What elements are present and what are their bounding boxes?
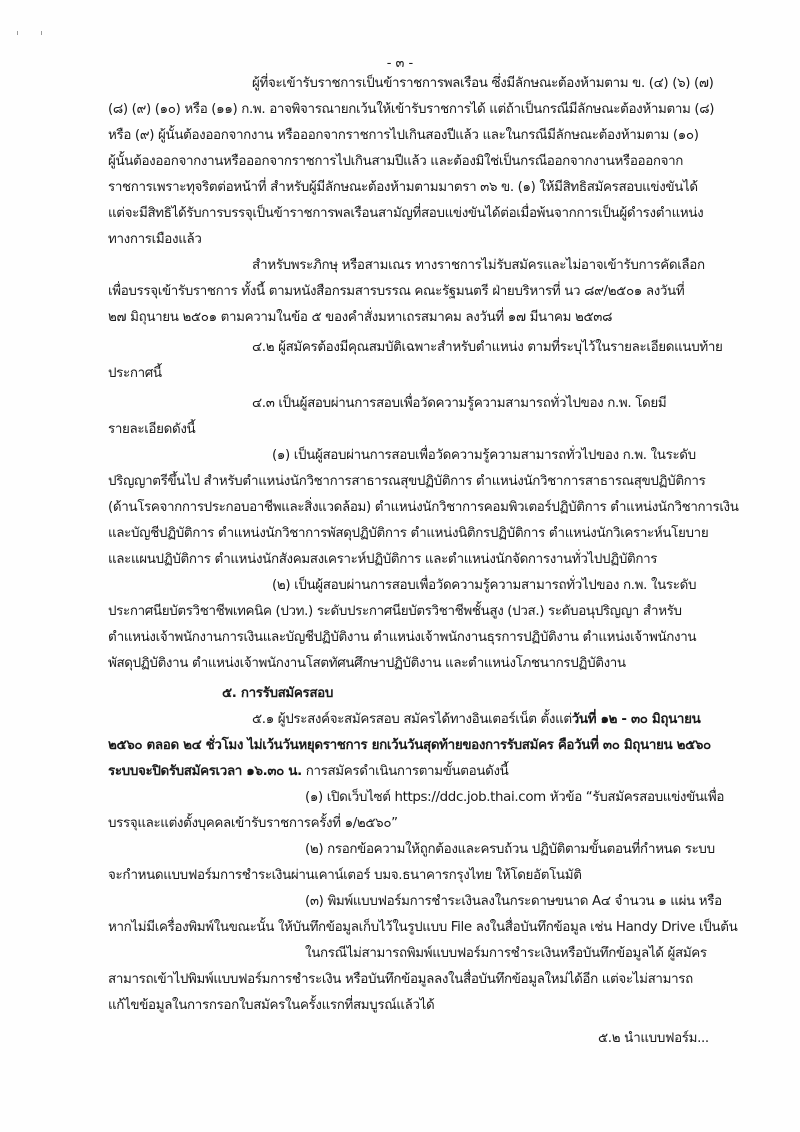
paragraph-line: ๔.๒ ผู้สมัครต้องมีคุณสมบัติเฉพาะสำหรับตำแหน่ง ตามที่ระบุไว้ในรายละเอียดแนบท้าย <box>252 340 723 355</box>
paragraph-line: (๒) เป็นผู้สอบผ่านการสอบเพื่อวัดความรู้ความสามารถทั่วไปของ ก.พ. ในระดับ <box>272 578 697 593</box>
paragraph-line: (๘) (๙) (๑๐) หรือ (๑๑) ก.พ. อาจพิจารณายกเว้นให้เข้ารับราชการได้ แต่ถ้าเป็นกรณีมีลักษณะต้องห้ามตาม (๘) <box>108 102 715 117</box>
paragraph-line: ประกาศนียบัตรวิชาชีพเทคนิค (ปวท.) ระดับประกาศนียบัตรวิชาชีพชั้นสูง (ปวส.) ระดับอนุปริญญา สำหรับ <box>108 604 682 619</box>
paragraph-line: ทางการเมืองแล้ว <box>108 232 202 247</box>
page-number: - ๓ - <box>386 56 414 71</box>
paragraph-line: แต่จะมีสิทธิได้รับการบรรจุเป็นข้าราชการพลเรือนสามัญที่สอบแข่งขันได้ต่อเมื่อพ้นจากการเป็นผู้ดำรงตำแหน่ง <box>108 206 704 221</box>
paragraph-line: (๑) เป็นผู้สอบผ่านการสอบเพื่อวัดความรู้ความสามารถทั่วไปของ ก.พ. ในระดับ <box>272 448 696 463</box>
step-line: (๓) พิมพ์แบบฟอร์มการชำระเงินลงในกระดาษขนาด A๔ จำนวน ๑ แผ่น หรือ <box>305 894 722 909</box>
step-line: (๑) เปิดเว็บไซต์ https://ddc.job.thai.com หัวข้อ “รับสมัครสอบแข่งขันเพื่อ <box>305 790 725 805</box>
paragraph-line: สำหรับพระภิกษุ หรือสามเณร ทางราชการไม่รับสมัครและไม่อาจเข้ารับการคัดเลือก <box>252 258 705 273</box>
paragraph-line: ตำแหน่งเจ้าพนักงานการเงินและบัญชีปฏิบัติงาน ตำแหน่งเจ้าพนักงานธุรการปฏิบัติงาน ตำแหน่งเจ้าพนักงาน <box>108 630 697 645</box>
section-heading-text: ๕. การรับสมัครสอบ <box>222 686 334 701</box>
step-line: บรรจุและแต่งตั้งบุคคลเข้ารับราชการครั้งที่ ๑/๒๕๖๐” <box>108 816 398 831</box>
step-line: ในกรณีไม่สามารถพิมพ์แบบฟอร์มการชำระเงินหรือบันทึกข้อมูลได้ ผู้สมัคร <box>305 946 707 961</box>
paragraph-line: และบัญชีปฏิบัติการ ตำแหน่งนักวิชาการพัสดุปฏิบัติการ ตำแหน่งนิติกรปฏิบัติการ ตำแหน่งนักวิเคราะห์นโยบาย <box>108 526 709 541</box>
section-5-1-line-2 <box>108 737 711 755</box>
step-line: (๒) กรอกข้อความให้ถูกต้องและครบถ้วน ปฏิบัติตามขั้นตอนที่กำหนด ระบบ <box>305 842 715 857</box>
continuation-note <box>598 1030 709 1048</box>
paragraph-line: ๔.๓ เป็นผู้สอบผ่านการสอบเพื่อวัดความรู้ความสามารถทั่วไปของ ก.พ. โดยมี <box>252 396 667 411</box>
application-date-range: วันที่ ๑๒ - ๓๐ มิถุนายน <box>571 712 701 727</box>
paragraph-line: เพื่อบรรจุเข้ารับราชการ ทั้งนี้ ตามหนังสือกรมสารบรรณ คณะรัฐมนตรี ฝ่ายบริหารที่ นว ๘๙/๒๕๐๑ ลงวันที่ <box>108 284 685 299</box>
section-5-1-line-3 <box>108 763 509 781</box>
step-line: จะกำหนดแบบฟอร์มการชำระเงินผ่านเคาน์เตอร์ บมจ.ธนาคารกรุงไทย ให้โดยอัตโนมัติ <box>108 868 582 883</box>
section-5-1-line-1 <box>252 711 700 729</box>
paragraph-line: ๒๗ มิถุนายน ๒๕๐๑ ตามความในข้อ ๕ ของคำสั่งมหาเถรสมาคม ลงวันที่ ๑๗ มีนาคม ๒๕๓๘ <box>108 310 613 325</box>
paragraph-line: ผู้ที่จะเข้ารับราชการเป็นข้าราชการพลเรือน ซึ่งมีลักษณะต้องห้ามตาม ข. (๔) (๖) (๗) <box>252 76 714 91</box>
paragraph-line: รายละเอียดดังนี้ <box>108 422 196 437</box>
closing-time: ระบบจะปิดรับสมัครเวลา ๑๖.๓๐ น. <box>108 764 302 779</box>
paragraph-line: (ด้านโรคจากการประกอบอาชีพและสิ่งแวดล้อม) ตำแหน่งนักวิชาการคอมพิวเตอร์ปฏิบัติการ ตำแหน่งนักวิชาการเงิน <box>108 500 739 515</box>
scan-artifact <box>41 31 42 35</box>
paragraph-line: และแผนปฏิบัติการ ตำแหน่งนักสังคมสงเคราะห์ปฏิบัติการ และตำแหน่งนักจัดการงานทั่วไปปฏิบัติการ <box>108 552 658 567</box>
paragraph-line: ประกาศนี้ <box>108 366 162 381</box>
paragraph-line: พัสดุปฏิบัติงาน ตำแหน่งเจ้าพนักงานโสตทัศนศึกษาปฏิบัติงาน และตำแหน่งโภชนากรปฏิบัติงาน <box>108 656 626 671</box>
paragraph-line: ปริญญาตรีขึ้นไป สำหรับตำแหน่งนักวิชาการสาธารณสุขปฏิบัติการ ตำแหน่งนักวิชาการสาธารณสุขปฏิบัติการ <box>108 474 706 489</box>
procedure-intro: การสมัครดำเนินการตามขั้นตอนดังนี้ <box>301 764 509 779</box>
paragraph-line: ราชการเพราะทุจริตต่อหน้าที่ สำหรับผู้มีลักษณะต้องห้ามตามมาตรา ๓๖ ข. (๑) ให้มีสิทธิสมัครสอบแข่งขันได้ <box>108 180 698 195</box>
scan-artifact <box>17 31 18 35</box>
paragraph-line: ผู้นั้นต้องออกจากงานหรือออกจากราชการไปเกินสามปีแล้ว และต้องมิใช่เป็นกรณีออกจากงานหรือออกจาก <box>108 154 684 169</box>
step-line: สามารถเข้าไปพิมพ์แบบฟอร์มการชำระเงิน หรือบันทึกข้อมูลลงในสื่อบันทึกข้อมูลใหม่ได้อีก แต่จะไม่สามารถ <box>108 972 693 987</box>
paragraph-line: หรือ (๙) ผู้นั้นต้องออกจากงาน หรือออกจากราชการไปเกินสองปีแล้ว และในกรณีมีลักษณะต้องห้ามตาม (๑๐) <box>108 128 699 143</box>
section-heading <box>222 685 333 703</box>
continuation-text: ๕.๒ นำแบบฟอร์ม... <box>598 1031 709 1046</box>
step-line: แก้ไขข้อมูลในการกรอกใบสมัครในครั้งแรกที่สมบูรณ์แล้วได้ <box>108 998 435 1013</box>
section-5-1-intro: ๕.๑ ผู้ประสงค์จะสมัครสอบ สมัครได้ทางอินเตอร์เน็ต ตั้งแต่ <box>252 712 572 727</box>
step-line: หากไม่มีเครื่องพิมพ์ในขณะนั้น ให้บันทึกข้อมูลเก็บไว้ในรูปแบบ File ลงในสื่อบันทึกข้อมูล เช่น Handy Drive เป็นต้น <box>108 920 738 935</box>
application-period-details: ๒๕๖๐ ตลอด ๒๔ ชั่วโมง ไม่เว้นวันหยุดราชการ ยกเว้นวันสุดท้ายของการรับสมัคร คือวันที่ ๓๐ มิถุนายน ๒๕๖๐ <box>108 738 711 753</box>
